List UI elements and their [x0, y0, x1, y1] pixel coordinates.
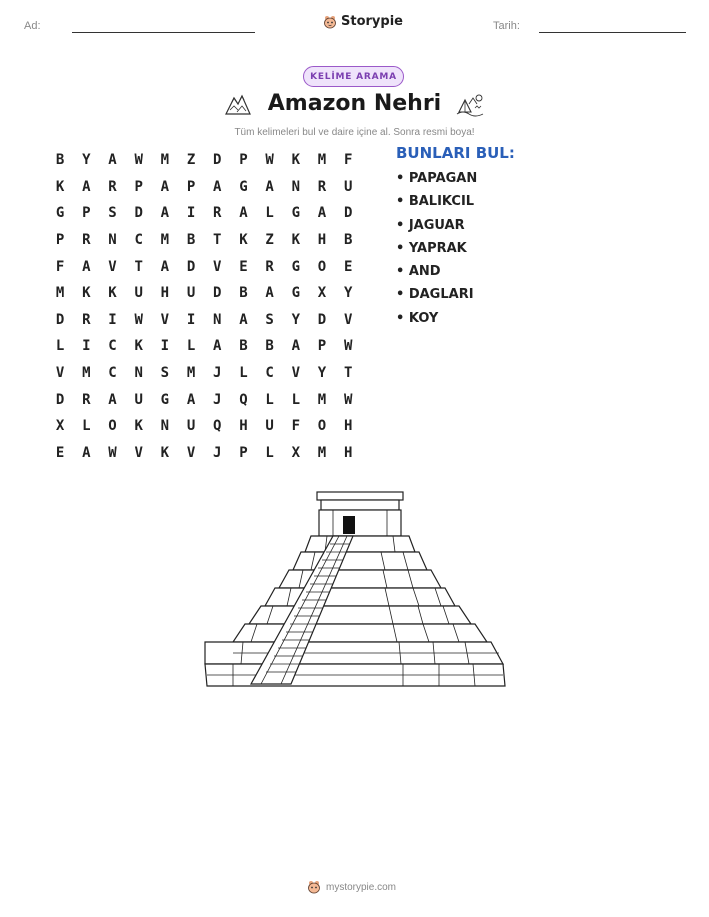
grid-letter[interactable]: K: [82, 285, 91, 302]
grid-letter[interactable]: C: [108, 365, 117, 382]
grid-letter[interactable]: A: [213, 178, 222, 195]
grid-letter[interactable]: V: [160, 311, 170, 328]
grid-letter[interactable]: L: [239, 365, 248, 382]
grid-letter[interactable]: Y: [343, 285, 353, 302]
grid-letter[interactable]: L: [82, 418, 91, 435]
grid-letter[interactable]: Z: [265, 232, 274, 249]
grid-letter[interactable]: E: [343, 258, 353, 275]
grid-letter[interactable]: D: [213, 285, 222, 302]
word-search-grid: [47, 147, 361, 466]
grid-letter[interactable]: M: [317, 391, 327, 408]
grid-letter[interactable]: I: [160, 338, 170, 355]
grid-letter[interactable]: V: [55, 365, 65, 382]
camp-scene-icon: [455, 92, 485, 118]
grid-letter[interactable]: Y: [82, 152, 91, 169]
grid-letter[interactable]: A: [265, 178, 274, 195]
grid-letter[interactable]: X: [55, 418, 65, 435]
grid-letter[interactable]: W: [134, 311, 143, 328]
grid-letter[interactable]: M: [55, 285, 65, 302]
grid-letter[interactable]: Q: [239, 391, 248, 408]
grid-letter[interactable]: D: [186, 258, 196, 275]
grid-letter[interactable]: L: [265, 444, 274, 461]
grid-letter[interactable]: B: [265, 338, 274, 355]
grid-letter[interactable]: R: [82, 232, 91, 249]
instructions: Tüm kelimeleri bul ve daire içine al. Sonra resmi boya!: [234, 127, 475, 138]
grid-letter[interactable]: Y: [317, 365, 327, 382]
grid-letter[interactable]: T: [213, 232, 222, 249]
grid-letter[interactable]: W: [134, 152, 143, 169]
grid-letter[interactable]: P: [239, 444, 248, 461]
grid-letter[interactable]: P: [317, 338, 327, 355]
grid-letter[interactable]: G: [160, 391, 170, 408]
grid-letter[interactable]: U: [134, 391, 143, 408]
word-list-title: BUNLARI BUL:: [396, 144, 515, 162]
grid-letter[interactable]: P: [134, 178, 143, 195]
grid-letter[interactable]: L: [186, 338, 196, 355]
name-label: Ad:: [24, 20, 41, 32]
storypie-logo-icon: [323, 15, 337, 29]
grid-letter[interactable]: S: [108, 205, 117, 222]
grid-letter[interactable]: N: [213, 311, 222, 328]
grid-letter[interactable]: M: [82, 365, 91, 382]
grid-letter[interactable]: J: [213, 444, 222, 461]
grid-letter[interactable]: R: [82, 391, 91, 408]
word-item: • JAGUAR: [396, 217, 465, 233]
grid-letter[interactable]: N: [108, 232, 117, 249]
grid-letter[interactable]: P: [239, 152, 248, 169]
grid-letter[interactable]: U: [343, 178, 353, 195]
grid-letter[interactable]: F: [291, 418, 300, 435]
grid-letter[interactable]: Z: [186, 152, 196, 169]
grid-letter[interactable]: D: [213, 152, 222, 169]
grid-letter[interactable]: A: [239, 205, 248, 222]
grid-letter[interactable]: W: [343, 391, 353, 408]
grid-letter[interactable]: H: [160, 285, 170, 302]
grid-letter[interactable]: K: [55, 178, 65, 195]
grid-letter[interactable]: B: [343, 232, 353, 249]
word-item: • YAPRAK: [396, 240, 467, 256]
grid-letter[interactable]: N: [134, 365, 143, 382]
grid-letter[interactable]: M: [317, 444, 327, 461]
word-item: • KOY: [396, 310, 439, 326]
grid-letter[interactable]: Q: [213, 418, 222, 435]
grid-letter[interactable]: I: [82, 338, 91, 355]
grid-letter[interactable]: V: [343, 311, 353, 328]
grid-letter[interactable]: P: [186, 178, 196, 195]
grid-letter[interactable]: U: [186, 418, 196, 435]
grid-letter[interactable]: H: [239, 418, 248, 435]
grid-letter[interactable]: A: [160, 178, 170, 195]
grid-letter[interactable]: U: [265, 418, 274, 435]
grid-letter[interactable]: A: [108, 152, 117, 169]
grid-letter[interactable]: K: [291, 152, 300, 169]
grid-letter[interactable]: L: [291, 391, 300, 408]
grid-letter[interactable]: C: [265, 365, 274, 382]
grid-letter[interactable]: L: [265, 205, 274, 222]
grid-letter[interactable]: W: [343, 338, 353, 355]
grid-letter[interactable]: A: [82, 258, 91, 275]
grid-letter[interactable]: A: [186, 391, 196, 408]
grid-letter[interactable]: H: [343, 418, 353, 435]
grid-letter[interactable]: C: [134, 232, 143, 249]
grid-letter[interactable]: A: [291, 338, 300, 355]
grid-letter[interactable]: O: [317, 418, 327, 435]
date-line[interactable]: [539, 32, 686, 33]
grid-letter[interactable]: K: [134, 338, 143, 355]
grid-letter[interactable]: V: [213, 258, 222, 275]
grid-letter[interactable]: I: [186, 205, 196, 222]
grid-letter[interactable]: I: [186, 311, 196, 328]
grid-letter[interactable]: L: [265, 391, 274, 408]
grid-letter[interactable]: V: [108, 258, 117, 275]
grid-letter[interactable]: A: [160, 258, 170, 275]
grid-letter[interactable]: G: [239, 178, 248, 195]
word-item: • DAGLARI: [396, 287, 474, 303]
grid-letter[interactable]: K: [291, 232, 300, 249]
grid-letter[interactable]: E: [239, 258, 248, 275]
grid-letter[interactable]: V: [186, 444, 196, 461]
grid-letter[interactable]: L: [55, 338, 65, 355]
word-item: • PAPAGAN: [396, 171, 478, 186]
page-title: Amazon Nehri: [267, 91, 442, 116]
grid-letter[interactable]: D: [55, 311, 65, 328]
storypie-logo-icon: [307, 880, 321, 894]
grid-letter[interactable]: B: [55, 152, 65, 169]
grid-letter[interactable]: G: [291, 258, 300, 275]
grid-letter[interactable]: M: [186, 365, 196, 382]
grid-letter[interactable]: K: [160, 444, 170, 461]
grid-letter[interactable]: G: [291, 205, 300, 222]
name-line[interactable]: [72, 32, 255, 33]
grid-letter[interactable]: J: [213, 391, 222, 408]
grid-letter[interactable]: K: [239, 232, 248, 249]
grid-letter[interactable]: A: [82, 178, 91, 195]
footer: [307, 880, 396, 894]
footer-url: mystorypie.com: [326, 881, 397, 893]
word-item: • BALIKCIL: [396, 194, 475, 210]
date-label: Tarih:: [493, 20, 520, 32]
grid-letter[interactable]: D: [134, 205, 143, 222]
grid-letter[interactable]: H: [317, 232, 327, 249]
grid-letter[interactable]: W: [265, 152, 274, 169]
word-item: • AND: [396, 264, 441, 280]
grid-letter[interactable]: E: [55, 444, 65, 461]
grid-letter[interactable]: R: [213, 205, 222, 222]
grid-letter[interactable]: N: [160, 418, 170, 435]
grid-letter[interactable]: K: [108, 285, 117, 302]
activity-badge: KELİME ARAMA: [303, 66, 404, 87]
grid-letter[interactable]: K: [134, 418, 143, 435]
grid-letter[interactable]: A: [213, 338, 222, 355]
grid-letter[interactable]: O: [108, 418, 117, 435]
grid-letter[interactable]: V: [134, 444, 143, 461]
grid-letter[interactable]: D: [55, 391, 65, 408]
brand-logo: [323, 14, 403, 29]
grid-letter[interactable]: D: [343, 205, 353, 222]
grid-letter[interactable]: A: [265, 285, 274, 302]
grid-letter[interactable]: R: [265, 258, 274, 275]
grid-letter[interactable]: N: [291, 178, 300, 195]
grid-letter[interactable]: X: [291, 444, 300, 461]
grid-letter[interactable]: X: [317, 285, 327, 302]
word-list: [396, 171, 477, 334]
grid-letter[interactable]: S: [265, 311, 274, 328]
grid-letter[interactable]: G: [55, 205, 65, 222]
grid-letter[interactable]: Y: [291, 311, 300, 328]
grid-letter[interactable]: M: [160, 152, 170, 169]
grid-letter[interactable]: R: [108, 178, 117, 195]
grid-letter[interactable]: I: [108, 311, 117, 328]
grid-letter[interactable]: D: [317, 311, 327, 328]
grid-letter[interactable]: V: [291, 365, 300, 382]
grid-letter[interactable]: T: [134, 258, 143, 275]
grid-letter[interactable]: P: [82, 205, 91, 222]
grid-letter[interactable]: M: [160, 232, 170, 249]
grid-letter[interactable]: B: [239, 285, 248, 302]
grid-letter[interactable]: A: [317, 205, 327, 222]
grid-letter[interactable]: C: [108, 338, 117, 355]
grid-letter[interactable]: F: [55, 258, 65, 275]
grid-letter[interactable]: P: [55, 232, 65, 249]
grid-letter[interactable]: H: [343, 444, 353, 461]
grid-letter[interactable]: B: [186, 232, 196, 249]
grid-letter[interactable]: W: [108, 444, 117, 461]
grid-letter[interactable]: R: [82, 311, 91, 328]
grid-letter[interactable]: U: [186, 285, 196, 302]
grid-letter[interactable]: F: [343, 152, 353, 169]
grid-letter[interactable]: R: [317, 178, 327, 195]
grid-letter[interactable]: T: [343, 365, 353, 382]
grid-letter[interactable]: A: [160, 205, 170, 222]
grid-letter[interactable]: G: [291, 285, 300, 302]
grid-letter[interactable]: U: [134, 285, 143, 302]
grid-letter[interactable]: B: [239, 338, 248, 355]
grid-letter[interactable]: S: [160, 365, 170, 382]
grid-letter[interactable]: A: [239, 311, 248, 328]
grid-letter[interactable]: M: [317, 152, 327, 169]
grid-letter[interactable]: O: [317, 258, 327, 275]
step-pyramid-drawing: [203, 488, 507, 688]
grid-letter[interactable]: A: [108, 391, 117, 408]
grid-letter[interactable]: A: [82, 444, 91, 461]
grid-letter[interactable]: J: [213, 365, 222, 382]
brand-name: Storypie: [341, 14, 403, 29]
